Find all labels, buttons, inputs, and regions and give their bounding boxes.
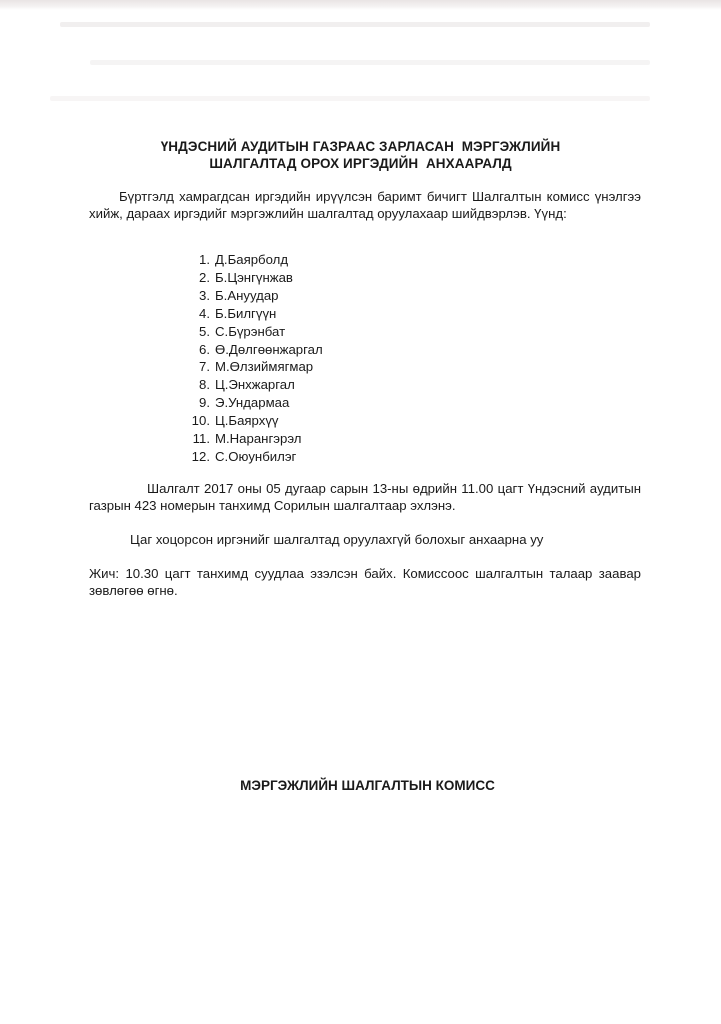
list-item <box>181 376 323 394</box>
candidate-name: Э.Ундармаа <box>215 395 290 411</box>
list-item-number: 3. <box>199 287 210 303</box>
list-item <box>181 394 323 412</box>
list-item-number: 8. <box>199 377 210 393</box>
candidate-name: С.Бүрэнбат <box>215 323 286 339</box>
list-item <box>181 430 323 448</box>
candidate-name: Ө.Дөлгөөнжаргал <box>215 341 323 357</box>
list-item <box>181 412 323 430</box>
list-item <box>181 341 323 359</box>
late-notice-paragraph: Цаг хоцорсон иргэнийг шалгалтад оруулахгүй болохыг анхаарна уу <box>130 532 544 547</box>
list-item <box>181 269 323 287</box>
list-item-number: 2. <box>199 269 210 285</box>
exam-info-paragraph: Шалгалт 2017 оны 05 дугаар сарын 13-ны өдрийн 11.00 цагт Үндэсний аудитын газрын 423 номерын танхимд Сорилын шалгалтаар эхлэнэ. <box>89 481 641 513</box>
candidate-name: М.Нарангэрэл <box>215 431 302 447</box>
scan-bleed-line <box>60 22 650 27</box>
list-item-number: 10. <box>191 413 210 429</box>
list-item <box>181 287 323 305</box>
scan-artifact-top <box>0 0 721 10</box>
scan-bleed-line <box>50 96 650 101</box>
list-item <box>181 358 323 376</box>
list-item <box>181 323 323 341</box>
candidate-name: Б.Ануудар <box>215 287 279 303</box>
list-item-number: 1. <box>199 252 210 267</box>
candidate-name: С.Оюунбилэг <box>215 448 297 464</box>
list-item-number: 5. <box>199 323 210 339</box>
list-item-number: 4. <box>199 305 210 321</box>
candidate-list <box>181 251 323 466</box>
title-line-2: ШАЛГАЛТАД ОРОХ ИРГЭДИЙН АНХААРАЛД <box>209 156 512 171</box>
list-item-number: 12. <box>191 448 210 464</box>
list-item <box>181 448 323 466</box>
candidate-name: Ц.Энхжаргал <box>215 377 295 393</box>
list-item <box>181 305 323 323</box>
candidate-name: Б.Цэнгүнжав <box>215 269 293 285</box>
candidate-name: Ц.Баярхүү <box>215 413 279 429</box>
title-line-1: ҮНДЭСНИЙ АУДИТЫН ГАЗРААС ЗАРЛАСАН МЭРГЭЖЛИЙН <box>160 139 561 154</box>
list-item-number: 6. <box>199 341 210 357</box>
document-title <box>0 138 721 172</box>
list-item-number: 9. <box>199 395 210 411</box>
note-paragraph: Жич: 10.30 цагт танхимд суудлаа эзэлсэн байх. Комиссоос шалгалтын талаар заавар зөвлөгөө өгнө. <box>89 566 641 598</box>
list-item-number: 7. <box>199 359 210 375</box>
signature-line: МЭРГЭЖЛИЙН ШАЛГАЛТЫН КОМИСС <box>240 778 495 793</box>
list-item <box>181 251 323 269</box>
candidate-name: М.Өлзиймягмар <box>215 359 314 375</box>
candidate-name: Б.Билгүүн <box>215 305 277 321</box>
list-item-number: 11. <box>192 431 210 447</box>
scan-bleed-line <box>90 60 650 65</box>
intro-paragraph: Бүртгэлд хамрагдсан иргэдийн ирүүлсэн баримт бичигт Шалгалтын комисс үнэлгээ хийж, дараах иргэдийг мэргэжлийн шалгалтад оруулахаар шийдвэрлэв. Үүнд: <box>89 189 641 221</box>
candidate-name: Д.Баярболд <box>215 252 289 267</box>
